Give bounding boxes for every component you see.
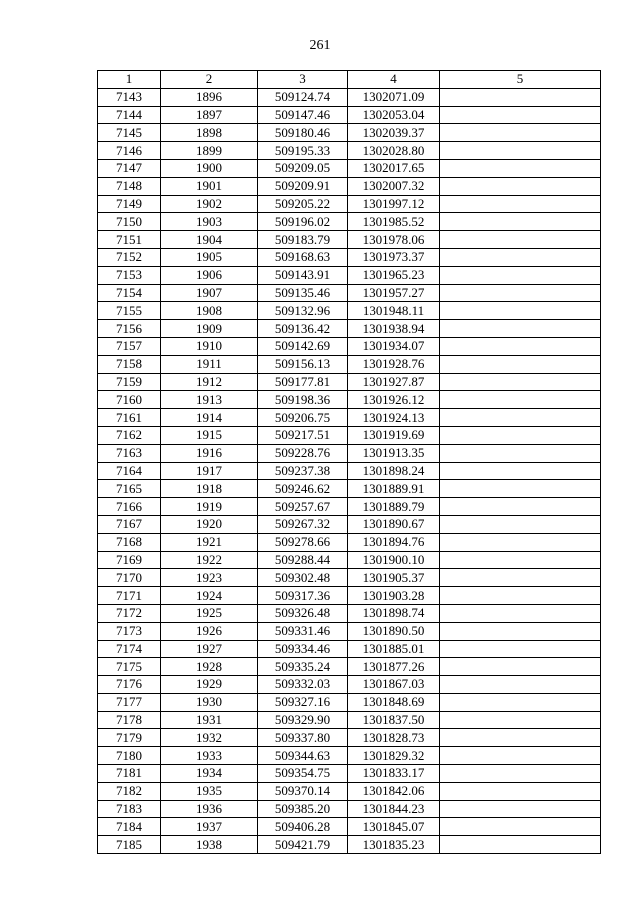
table-cell-col-1: 7166 bbox=[98, 498, 161, 516]
table-cell-col-2: 1919 bbox=[161, 498, 258, 516]
table-cell-col-2: 1936 bbox=[161, 800, 258, 818]
table-cell-col-1: 7181 bbox=[98, 765, 161, 783]
table-cell-col-1: 7154 bbox=[98, 284, 161, 302]
table-cell-col-2: 1927 bbox=[161, 640, 258, 658]
table-row bbox=[98, 106, 601, 124]
table-cell-col-5 bbox=[440, 711, 601, 729]
table-row bbox=[98, 142, 601, 160]
table-cell-col-3: 509209.91 bbox=[258, 177, 348, 195]
table-cell-col-4: 1301985.52 bbox=[348, 213, 440, 231]
table-row bbox=[98, 462, 601, 480]
table-cell-col-1: 7162 bbox=[98, 426, 161, 444]
table-cell-col-1: 7171 bbox=[98, 587, 161, 605]
table-cell-col-1: 7156 bbox=[98, 320, 161, 338]
table-row bbox=[98, 391, 601, 409]
table-cell-col-2: 1902 bbox=[161, 195, 258, 213]
table-cell-col-3: 509278.66 bbox=[258, 533, 348, 551]
table-row bbox=[98, 444, 601, 462]
table-cell-col-2: 1900 bbox=[161, 159, 258, 177]
table-cell-col-2: 1931 bbox=[161, 711, 258, 729]
table-cell-col-4: 1301928.76 bbox=[348, 355, 440, 373]
table-cell-col-2: 1923 bbox=[161, 569, 258, 587]
table-cell-col-5 bbox=[440, 284, 601, 302]
table-cell-col-1: 7145 bbox=[98, 124, 161, 142]
table-cell-col-1: 7146 bbox=[98, 142, 161, 160]
table-cell-col-4: 1301894.76 bbox=[348, 533, 440, 551]
table-cell-col-1: 7165 bbox=[98, 480, 161, 498]
table-row bbox=[98, 533, 601, 551]
table-cell-col-3: 509337.80 bbox=[258, 729, 348, 747]
column-header-2: 2 bbox=[161, 71, 258, 89]
table-cell-col-3: 509370.14 bbox=[258, 782, 348, 800]
table-cell-col-2: 1906 bbox=[161, 266, 258, 284]
table-cell-col-2: 1922 bbox=[161, 551, 258, 569]
table-cell-col-5 bbox=[440, 88, 601, 106]
table-cell-col-1: 7170 bbox=[98, 569, 161, 587]
table-cell-col-4: 1301829.32 bbox=[348, 747, 440, 765]
table-row bbox=[98, 320, 601, 338]
table-cell-col-1: 7167 bbox=[98, 515, 161, 533]
table-cell-col-5 bbox=[440, 177, 601, 195]
header-row bbox=[98, 71, 601, 89]
table-cell-col-4: 1301913.35 bbox=[348, 444, 440, 462]
table-header bbox=[98, 71, 601, 89]
table-cell-col-3: 509257.67 bbox=[258, 498, 348, 516]
table-cell-col-1: 7178 bbox=[98, 711, 161, 729]
table-cell-col-2: 1898 bbox=[161, 124, 258, 142]
table-cell-col-2: 1929 bbox=[161, 676, 258, 694]
table-cell-col-2: 1896 bbox=[161, 88, 258, 106]
table-row bbox=[98, 800, 601, 818]
table-row bbox=[98, 515, 601, 533]
table-cell-col-3: 509332.03 bbox=[258, 676, 348, 694]
table-cell-col-5 bbox=[440, 533, 601, 551]
table-cell-col-2: 1910 bbox=[161, 337, 258, 355]
table-cell-col-3: 509206.75 bbox=[258, 409, 348, 427]
table-cell-col-4: 1302007.32 bbox=[348, 177, 440, 195]
table-cell-col-2: 1933 bbox=[161, 747, 258, 765]
table-row bbox=[98, 498, 601, 516]
table-cell-col-4: 1301898.74 bbox=[348, 604, 440, 622]
table-cell-col-4: 1301835.23 bbox=[348, 836, 440, 854]
table-cell-col-4: 1301924.13 bbox=[348, 409, 440, 427]
table-cell-col-2: 1911 bbox=[161, 355, 258, 373]
table-cell-col-3: 509267.32 bbox=[258, 515, 348, 533]
table-cell-col-5 bbox=[440, 320, 601, 338]
table-cell-col-5 bbox=[440, 142, 601, 160]
table-cell-col-4: 1301905.37 bbox=[348, 569, 440, 587]
table-cell-col-1: 7143 bbox=[98, 88, 161, 106]
table-row bbox=[98, 373, 601, 391]
table-row bbox=[98, 604, 601, 622]
table-cell-col-2: 1917 bbox=[161, 462, 258, 480]
table-cell-col-2: 1924 bbox=[161, 587, 258, 605]
table-cell-col-3: 509335.24 bbox=[258, 658, 348, 676]
table-cell-col-1: 7150 bbox=[98, 213, 161, 231]
table-cell-col-2: 1918 bbox=[161, 480, 258, 498]
table-cell-col-5 bbox=[440, 569, 601, 587]
table-cell-col-4: 1301898.24 bbox=[348, 462, 440, 480]
table-cell-col-5 bbox=[440, 409, 601, 427]
table-cell-col-3: 509385.20 bbox=[258, 800, 348, 818]
table-row bbox=[98, 426, 601, 444]
table-cell-col-5 bbox=[440, 836, 601, 854]
table-cell-col-4: 1301978.06 bbox=[348, 231, 440, 249]
table-row bbox=[98, 302, 601, 320]
table-cell-col-1: 7185 bbox=[98, 836, 161, 854]
table-cell-col-1: 7172 bbox=[98, 604, 161, 622]
table-cell-col-1: 7176 bbox=[98, 676, 161, 694]
table-cell-col-3: 509406.28 bbox=[258, 818, 348, 836]
table-cell-col-1: 7148 bbox=[98, 177, 161, 195]
table-cell-col-5 bbox=[440, 693, 601, 711]
table-cell-col-3: 509326.48 bbox=[258, 604, 348, 622]
table-cell-col-3: 509217.51 bbox=[258, 426, 348, 444]
table-cell-col-3: 509317.36 bbox=[258, 587, 348, 605]
table-cell-col-1: 7152 bbox=[98, 248, 161, 266]
table-row bbox=[98, 409, 601, 427]
table-row bbox=[98, 88, 601, 106]
table-cell-col-5 bbox=[440, 106, 601, 124]
table-row bbox=[98, 337, 601, 355]
table-cell-col-4: 1301842.06 bbox=[348, 782, 440, 800]
table-row bbox=[98, 569, 601, 587]
table-cell-col-1: 7169 bbox=[98, 551, 161, 569]
table-cell-col-4: 1302017.65 bbox=[348, 159, 440, 177]
table-cell-col-2: 1908 bbox=[161, 302, 258, 320]
page-number: 261 bbox=[309, 38, 331, 53]
table-cell-col-2: 1934 bbox=[161, 765, 258, 783]
table-cell-col-3: 509143.91 bbox=[258, 266, 348, 284]
table-cell-col-4: 1301844.23 bbox=[348, 800, 440, 818]
table-cell-col-2: 1909 bbox=[161, 320, 258, 338]
table-cell-col-5 bbox=[440, 604, 601, 622]
table-cell-col-3: 509327.16 bbox=[258, 693, 348, 711]
table-cell-col-3: 509198.36 bbox=[258, 391, 348, 409]
table-cell-col-2: 1920 bbox=[161, 515, 258, 533]
table-cell-col-4: 1301938.94 bbox=[348, 320, 440, 338]
table-cell-col-5 bbox=[440, 337, 601, 355]
table-cell-col-3: 509147.46 bbox=[258, 106, 348, 124]
table-cell-col-3: 509288.44 bbox=[258, 551, 348, 569]
table-cell-col-2: 1928 bbox=[161, 658, 258, 676]
table-row bbox=[98, 177, 601, 195]
table-cell-col-1: 7180 bbox=[98, 747, 161, 765]
table-cell-col-2: 1903 bbox=[161, 213, 258, 231]
table-cell-col-5 bbox=[440, 658, 601, 676]
table-cell-col-2: 1915 bbox=[161, 426, 258, 444]
table-row bbox=[98, 765, 601, 783]
table-row bbox=[98, 640, 601, 658]
table-cell-col-2: 1904 bbox=[161, 231, 258, 249]
table-cell-col-1: 7183 bbox=[98, 800, 161, 818]
table-row bbox=[98, 622, 601, 640]
table-cell-col-5 bbox=[440, 462, 601, 480]
table-cell-col-2: 1913 bbox=[161, 391, 258, 409]
table-cell-col-5 bbox=[440, 444, 601, 462]
table-cell-col-2: 1905 bbox=[161, 248, 258, 266]
table-cell-col-5 bbox=[440, 622, 601, 640]
table-cell-col-3: 509196.02 bbox=[258, 213, 348, 231]
table-cell-col-4: 1301948.11 bbox=[348, 302, 440, 320]
table-cell-col-3: 509177.81 bbox=[258, 373, 348, 391]
table-cell-col-1: 7164 bbox=[98, 462, 161, 480]
table-cell-col-2: 1899 bbox=[161, 142, 258, 160]
table-cell-col-2: 1921 bbox=[161, 533, 258, 551]
table-cell-col-5 bbox=[440, 729, 601, 747]
table-cell-col-4: 1301957.27 bbox=[348, 284, 440, 302]
table-cell-col-3: 509329.90 bbox=[258, 711, 348, 729]
table-cell-col-4: 1301885.01 bbox=[348, 640, 440, 658]
table-row bbox=[98, 676, 601, 694]
table-cell-col-3: 509354.75 bbox=[258, 765, 348, 783]
table-cell-col-5 bbox=[440, 515, 601, 533]
table-cell-col-1: 7155 bbox=[98, 302, 161, 320]
table-cell-col-3: 509124.74 bbox=[258, 88, 348, 106]
table-cell-col-3: 509183.79 bbox=[258, 231, 348, 249]
table-cell-col-4: 1301889.79 bbox=[348, 498, 440, 516]
table-row bbox=[98, 213, 601, 231]
table-cell-col-5 bbox=[440, 159, 601, 177]
table-cell-col-5 bbox=[440, 498, 601, 516]
coordinates-table bbox=[97, 70, 601, 854]
table-cell-col-1: 7151 bbox=[98, 231, 161, 249]
table-cell-col-1: 7161 bbox=[98, 409, 161, 427]
table-cell-col-3: 509302.48 bbox=[258, 569, 348, 587]
table-cell-col-5 bbox=[440, 480, 601, 498]
table-cell-col-2: 1925 bbox=[161, 604, 258, 622]
table-cell-col-3: 509209.05 bbox=[258, 159, 348, 177]
table-row bbox=[98, 480, 601, 498]
table-cell-col-1: 7168 bbox=[98, 533, 161, 551]
table-cell-col-5 bbox=[440, 818, 601, 836]
table-cell-col-3: 509180.46 bbox=[258, 124, 348, 142]
table-row bbox=[98, 231, 601, 249]
table-cell-col-2: 1912 bbox=[161, 373, 258, 391]
table-cell-col-3: 509228.76 bbox=[258, 444, 348, 462]
table-cell-col-5 bbox=[440, 213, 601, 231]
table-cell-col-4: 1301889.91 bbox=[348, 480, 440, 498]
table-cell-col-1: 7184 bbox=[98, 818, 161, 836]
table-cell-col-3: 509237.38 bbox=[258, 462, 348, 480]
table-cell-col-3: 509331.46 bbox=[258, 622, 348, 640]
column-header-3: 3 bbox=[258, 71, 348, 89]
table-cell-col-3: 509168.63 bbox=[258, 248, 348, 266]
table-row bbox=[98, 195, 601, 213]
table-row bbox=[98, 284, 601, 302]
table-cell-col-1: 7177 bbox=[98, 693, 161, 711]
table-row bbox=[98, 658, 601, 676]
table-cell-col-2: 1916 bbox=[161, 444, 258, 462]
table-cell-col-5 bbox=[440, 765, 601, 783]
table-cell-col-4: 1301903.28 bbox=[348, 587, 440, 605]
table-cell-col-1: 7179 bbox=[98, 729, 161, 747]
table-cell-col-2: 1937 bbox=[161, 818, 258, 836]
table-row bbox=[98, 355, 601, 373]
table-cell-col-5 bbox=[440, 231, 601, 249]
table-cell-col-5 bbox=[440, 676, 601, 694]
table-cell-col-4: 1301848.69 bbox=[348, 693, 440, 711]
table-cell-col-4: 1301926.12 bbox=[348, 391, 440, 409]
table-cell-col-4: 1301900.10 bbox=[348, 551, 440, 569]
table-row bbox=[98, 836, 601, 854]
table-cell-col-4: 1301934.07 bbox=[348, 337, 440, 355]
table-cell-col-3: 509334.46 bbox=[258, 640, 348, 658]
table-row bbox=[98, 818, 601, 836]
table-row bbox=[98, 693, 601, 711]
table-cell-col-5 bbox=[440, 587, 601, 605]
table-cell-col-4: 1301973.37 bbox=[348, 248, 440, 266]
table-cell-col-5 bbox=[440, 195, 601, 213]
table-cell-col-1: 7173 bbox=[98, 622, 161, 640]
table-cell-col-4: 1302071.09 bbox=[348, 88, 440, 106]
table-cell-col-2: 1914 bbox=[161, 409, 258, 427]
table-cell-col-3: 509156.13 bbox=[258, 355, 348, 373]
table-cell-col-5 bbox=[440, 124, 601, 142]
table-cell-col-1: 7163 bbox=[98, 444, 161, 462]
table-cell-col-3: 509195.33 bbox=[258, 142, 348, 160]
table-cell-col-5 bbox=[440, 391, 601, 409]
table-row bbox=[98, 248, 601, 266]
table-cell-col-1: 7147 bbox=[98, 159, 161, 177]
table-cell-col-1: 7153 bbox=[98, 266, 161, 284]
table-cell-col-3: 509246.62 bbox=[258, 480, 348, 498]
table-row bbox=[98, 747, 601, 765]
table-cell-col-1: 7159 bbox=[98, 373, 161, 391]
table-cell-col-2: 1897 bbox=[161, 106, 258, 124]
table-row bbox=[98, 159, 601, 177]
table-cell-col-2: 1935 bbox=[161, 782, 258, 800]
table-cell-col-4: 1301890.50 bbox=[348, 622, 440, 640]
table-row bbox=[98, 266, 601, 284]
table-cell-col-1: 7158 bbox=[98, 355, 161, 373]
table-cell-col-4: 1302028.80 bbox=[348, 142, 440, 160]
table-cell-col-3: 509421.79 bbox=[258, 836, 348, 854]
table-cell-col-3: 509132.96 bbox=[258, 302, 348, 320]
table-cell-col-5 bbox=[440, 782, 601, 800]
table-cell-col-3: 509136.42 bbox=[258, 320, 348, 338]
table-cell-col-4: 1301919.69 bbox=[348, 426, 440, 444]
table-cell-col-4: 1301845.07 bbox=[348, 818, 440, 836]
table-cell-col-2: 1901 bbox=[161, 177, 258, 195]
table-cell-col-4: 1301965.23 bbox=[348, 266, 440, 284]
table-body bbox=[98, 88, 601, 853]
table-row bbox=[98, 551, 601, 569]
table-cell-col-3: 509205.22 bbox=[258, 195, 348, 213]
table-row bbox=[98, 587, 601, 605]
table-cell-col-4: 1301890.67 bbox=[348, 515, 440, 533]
table-row bbox=[98, 729, 601, 747]
table-cell-col-1: 7182 bbox=[98, 782, 161, 800]
table-cell-col-5 bbox=[440, 355, 601, 373]
table-cell-col-4: 1301837.50 bbox=[348, 711, 440, 729]
table-cell-col-5 bbox=[440, 373, 601, 391]
table-cell-col-4: 1301877.26 bbox=[348, 658, 440, 676]
table-row bbox=[98, 711, 601, 729]
table-row bbox=[98, 124, 601, 142]
table-cell-col-1: 7160 bbox=[98, 391, 161, 409]
column-header-1: 1 bbox=[98, 71, 161, 89]
table-cell-col-1: 7149 bbox=[98, 195, 161, 213]
table-cell-col-5 bbox=[440, 800, 601, 818]
table-cell-col-2: 1907 bbox=[161, 284, 258, 302]
table-cell-col-4: 1301997.12 bbox=[348, 195, 440, 213]
table-cell-col-4: 1302039.37 bbox=[348, 124, 440, 142]
column-header-4: 4 bbox=[348, 71, 440, 89]
table-cell-col-2: 1930 bbox=[161, 693, 258, 711]
table-cell-col-5 bbox=[440, 266, 601, 284]
table-row bbox=[98, 782, 601, 800]
table-cell-col-1: 7175 bbox=[98, 658, 161, 676]
table-cell-col-4: 1302053.04 bbox=[348, 106, 440, 124]
table-cell-col-3: 509344.63 bbox=[258, 747, 348, 765]
table-cell-col-1: 7174 bbox=[98, 640, 161, 658]
column-header-5: 5 bbox=[440, 71, 601, 89]
table-cell-col-5 bbox=[440, 426, 601, 444]
table-cell-col-4: 1301927.87 bbox=[348, 373, 440, 391]
table-cell-col-3: 509142.69 bbox=[258, 337, 348, 355]
table-cell-col-5 bbox=[440, 640, 601, 658]
table-cell-col-5 bbox=[440, 551, 601, 569]
table-cell-col-4: 1301867.03 bbox=[348, 676, 440, 694]
table-cell-col-5 bbox=[440, 248, 601, 266]
table-cell-col-1: 7144 bbox=[98, 106, 161, 124]
table-cell-col-2: 1938 bbox=[161, 836, 258, 854]
table-cell-col-1: 7157 bbox=[98, 337, 161, 355]
table-cell-col-3: 509135.46 bbox=[258, 284, 348, 302]
table-cell-col-5 bbox=[440, 747, 601, 765]
table-cell-col-4: 1301833.17 bbox=[348, 765, 440, 783]
table-cell-col-2: 1932 bbox=[161, 729, 258, 747]
table-cell-col-4: 1301828.73 bbox=[348, 729, 440, 747]
table-cell-col-5 bbox=[440, 302, 601, 320]
table-cell-col-2: 1926 bbox=[161, 622, 258, 640]
